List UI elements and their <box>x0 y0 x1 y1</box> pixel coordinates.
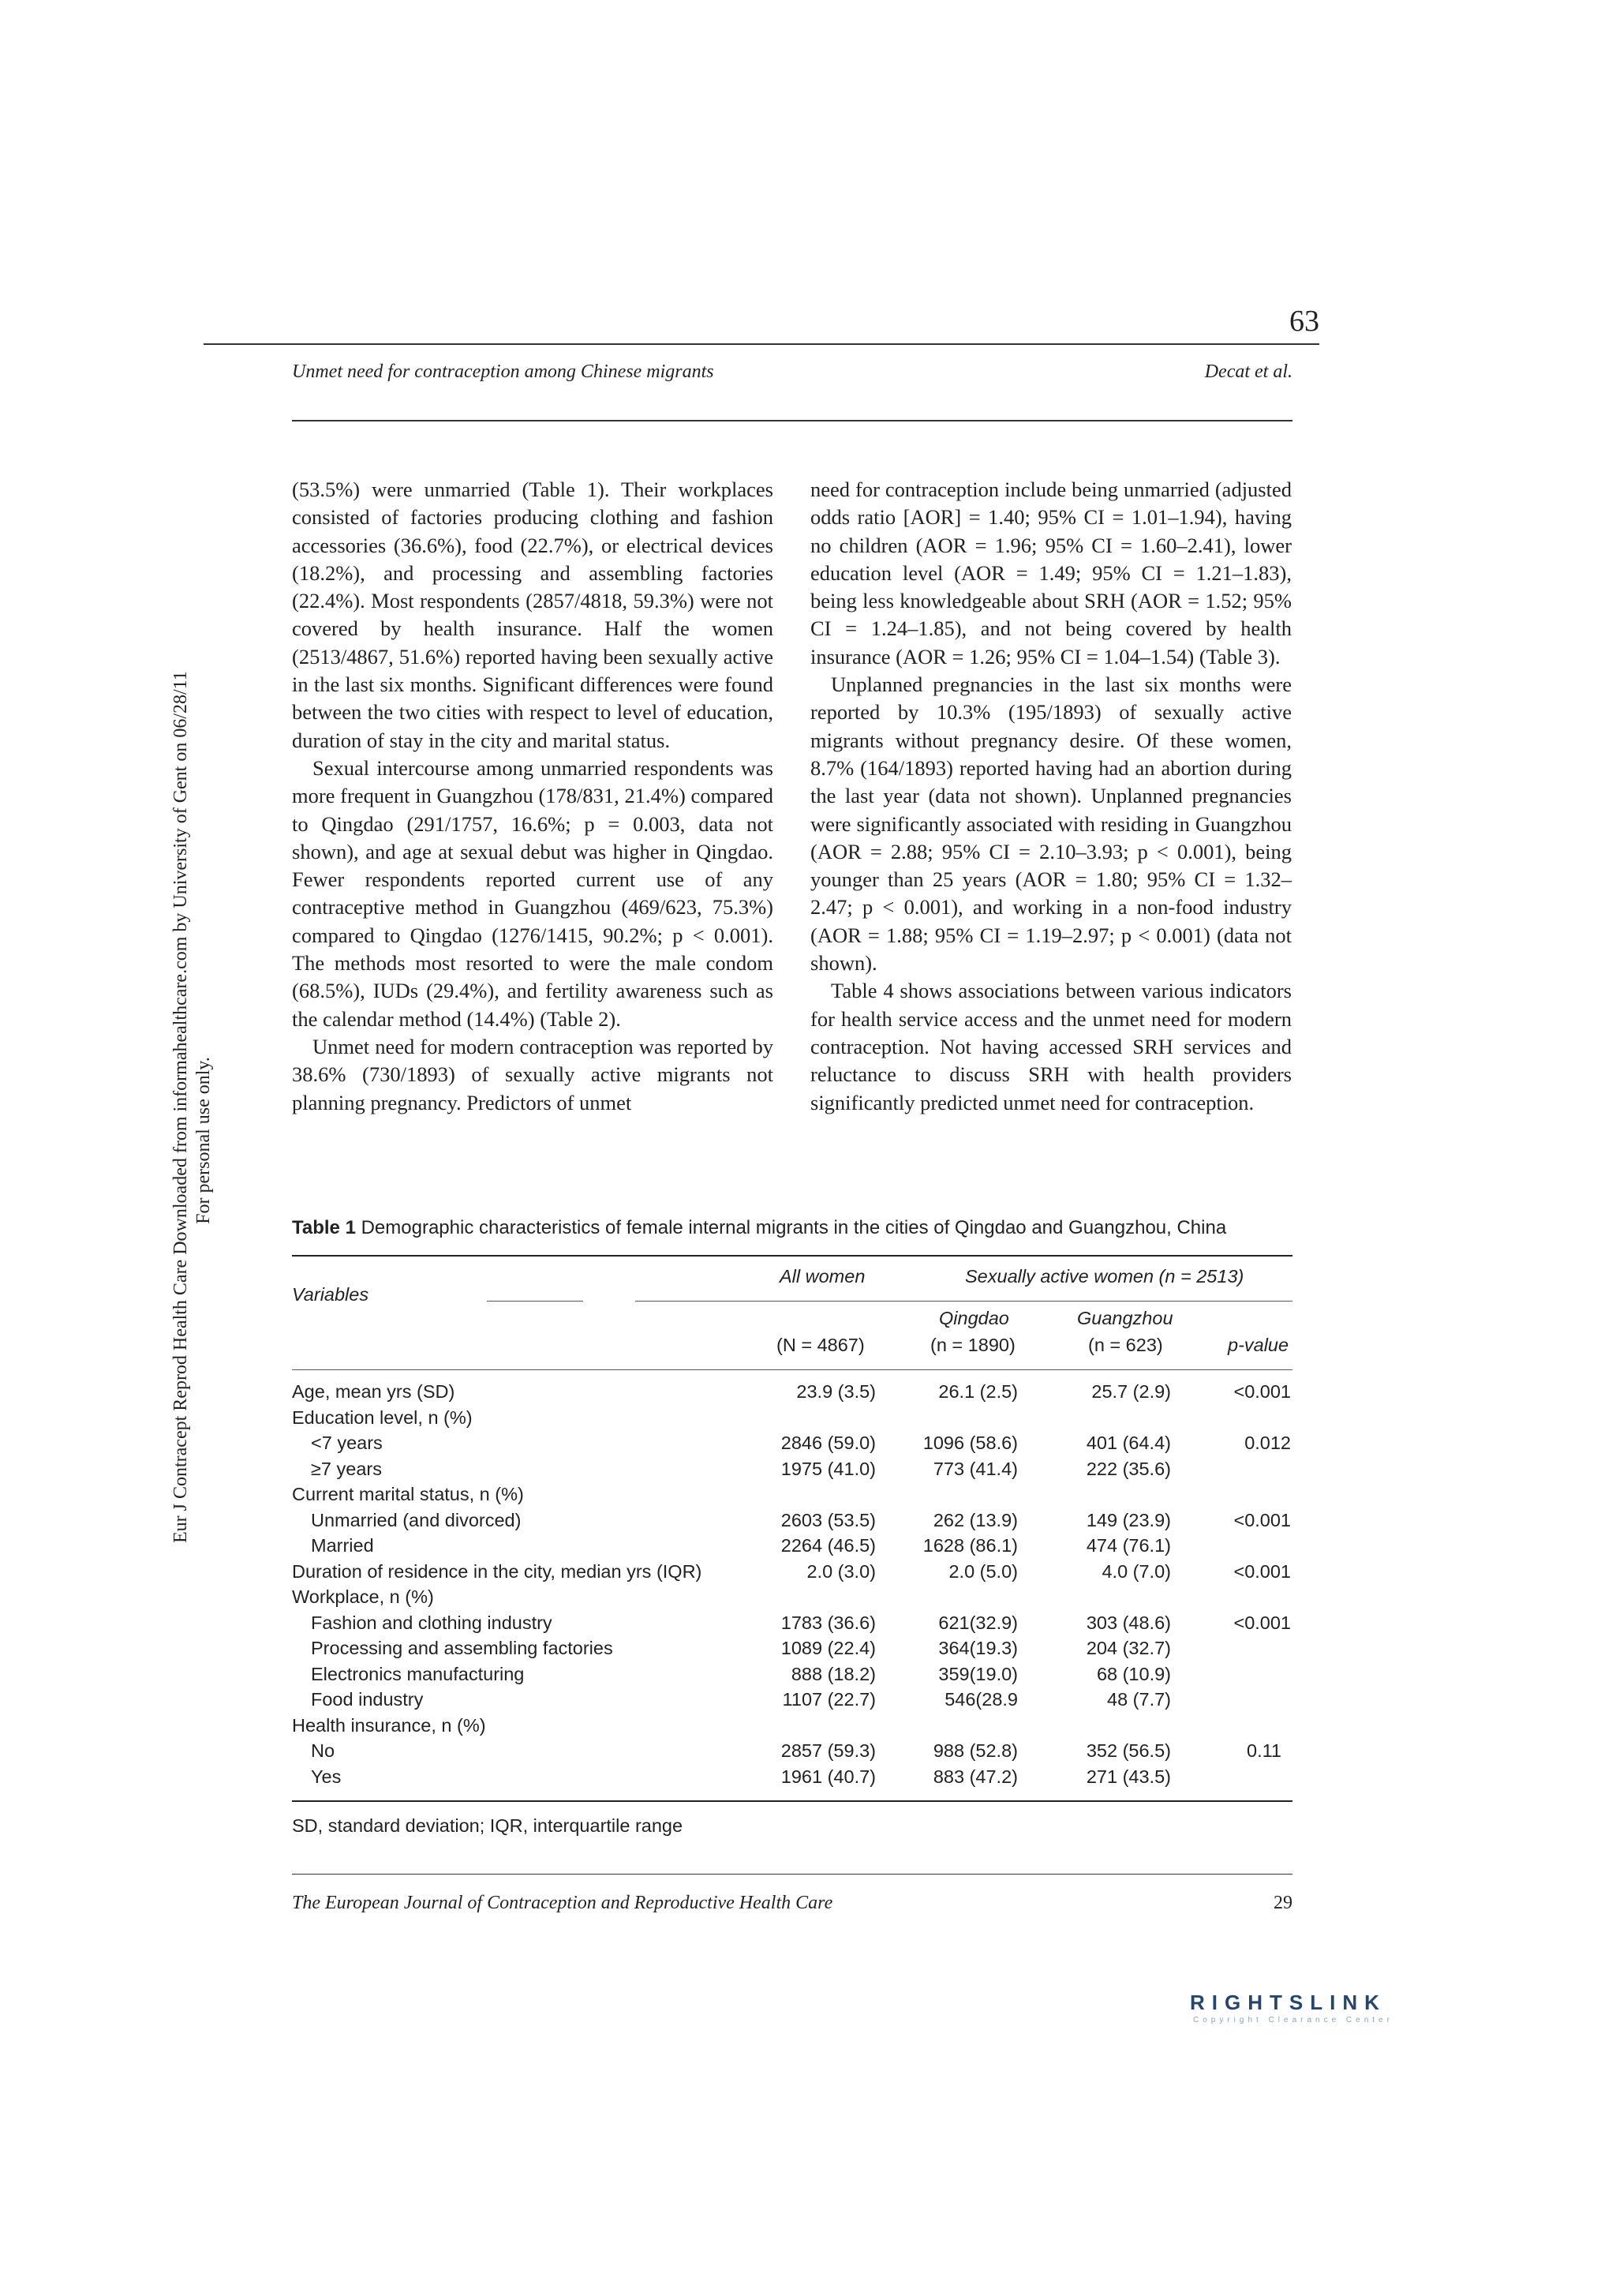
cell-all: 2.0 (3.0) <box>806 1560 876 1582</box>
cell-all: 1961 (40.7) <box>780 1766 876 1787</box>
cell-qingdao: 546(28.9 <box>945 1689 1018 1710</box>
cell-all: 2603 (53.5) <box>780 1509 876 1530</box>
rightslink-logo <box>1190 1991 1427 2038</box>
cell-guangzhou: 352 (56.5) <box>1086 1740 1171 1761</box>
row-label: No <box>311 1740 335 1761</box>
all-women-rule <box>487 1301 583 1302</box>
table-row <box>292 1433 1292 1458</box>
row-label: Current marital status, n (%) <box>292 1484 524 1504</box>
head-rule <box>292 420 1292 421</box>
header-qingdao: Qingdao <box>939 1308 1009 1328</box>
table-row <box>292 1381 1292 1406</box>
cell-guangzhou: 4.0 (7.0) <box>1102 1560 1171 1582</box>
cell-pvalue: 0.012 <box>1244 1433 1291 1453</box>
cell-all: 1975 (41.0) <box>780 1458 876 1479</box>
header-guangzhou: Guangzhou <box>1077 1308 1173 1328</box>
cell-all: 2264 (46.5) <box>780 1535 876 1556</box>
cell-all: 888 (18.2) <box>791 1663 876 1684</box>
row-label: ≥7 years <box>311 1458 382 1479</box>
table-row <box>292 1664 1292 1689</box>
table-caption <box>292 1217 1226 1239</box>
cell-guangzhou: 303 (48.6) <box>1086 1612 1171 1633</box>
body-column-left <box>292 476 773 1117</box>
header-pvalue: p-value <box>1228 1335 1289 1355</box>
running-head-authors: Decat et al. <box>1204 361 1292 382</box>
cell-pvalue: 0.11 <box>1247 1740 1281 1761</box>
running-head-title: Unmet need for contraception among Chinese migrants <box>292 361 714 382</box>
journal-name: The European Journal of Contraception and Reproductive Health Care <box>292 1893 833 1913</box>
row-label: Duration of residence in the city, median yrs (IQR) <box>292 1560 702 1582</box>
row-label: Electronics manufacturing <box>311 1663 525 1684</box>
table-row <box>292 1561 1292 1586</box>
row-label: Health insurance, n (%) <box>292 1714 486 1736</box>
rightslink-logo-subtext: Copyright Clearance Center <box>1193 2016 1393 2024</box>
row-label: Unmarried (and divorced) <box>311 1509 522 1530</box>
table-row <box>292 1535 1292 1560</box>
table-row <box>292 1586 1292 1612</box>
cell-all: 1783 (36.6) <box>780 1612 876 1633</box>
download-watermark-line2: For personal use only. <box>193 1057 214 1224</box>
cell-all: 1107 (22.7) <box>782 1689 876 1710</box>
table-header-rule <box>292 1369 1292 1370</box>
header-n-qingdao: (n = 1890) <box>930 1335 1016 1355</box>
cell-pvalue: <0.001 <box>1233 1612 1291 1633</box>
cell-all: 1089 (22.4) <box>780 1638 876 1658</box>
cell-qingdao: 773 (41.4) <box>933 1458 1018 1479</box>
table-row <box>292 1689 1292 1714</box>
row-label: Age, mean yrs (SD) <box>292 1381 455 1402</box>
cell-guangzhou: 68 (10.9) <box>1096 1663 1171 1684</box>
cell-qingdao: 883 (47.2) <box>933 1766 1018 1787</box>
cell-qingdao: 262 (13.9) <box>933 1509 1018 1530</box>
header-sexually-active: Sexually active women (n = 2513) <box>965 1266 1244 1287</box>
cell-guangzhou: 222 (35.6) <box>1086 1458 1171 1479</box>
cell-guangzhou: 149 (23.9) <box>1086 1509 1171 1530</box>
paragraph: Sexual intercourse among unmarried respondents was more frequent in Guangzhou (178/831, 21.4%) compared to Qingdao (291/1757, 16.6%; p = 0.003, data not shown), and age at sexual debut was higher in Qingdao. Fewer respondents reported current use of any contraceptive method in Guangzhou (469/623, 75.3%) compared to Qingdao (1276/1415, 90.2%; p < 0.001). The methods most resorted to were the male condom (68.5%), IUDs (29.4%), and fertility awareness such as the calendar method (14.4%) (Table 2). <box>292 755 773 1031</box>
row-label: Married <box>311 1535 374 1556</box>
row-label: <7 years <box>311 1433 383 1453</box>
cell-guangzhou: 48 (7.7) <box>1107 1689 1171 1710</box>
table-row <box>292 1510 1292 1535</box>
download-watermark-line1: Eur J Contracept Reprod Health Care Downloaded from informahealthcare.com by University of Gent on 06/28/11 <box>170 671 191 1543</box>
download-watermark <box>170 671 215 1543</box>
cell-qingdao: 621(32.9) <box>938 1612 1018 1633</box>
rightslink-logo-text: RIGHTSLINK <box>1190 1991 1386 2014</box>
cell-all: 2846 (59.0) <box>780 1433 876 1453</box>
table-row <box>292 1715 1292 1740</box>
table-row <box>292 1740 1292 1766</box>
cell-qingdao: 359(19.0) <box>938 1663 1018 1684</box>
cell-qingdao: 2.0 (5.0) <box>948 1560 1018 1582</box>
cell-pvalue: <0.001 <box>1233 1509 1291 1530</box>
row-label: Processing and assembling factories <box>311 1638 613 1658</box>
body-column-right <box>810 476 1292 1117</box>
header-n-guangzhou: (n = 623) <box>1088 1335 1163 1355</box>
journal-page: 29 <box>1274 1893 1292 1913</box>
table-caption-text: Demographic characteristics of female internal migrants in the cities of Qingdao and Guangzhou, China <box>361 1217 1227 1238</box>
cell-qingdao: 988 (52.8) <box>933 1740 1018 1761</box>
paragraph: Unmet need for modern contraception was reported by 38.6% (730/1893) of sexually active migrants not planning pregnancy. Predictors of unmet <box>292 1034 773 1114</box>
page-number: 63 <box>1289 305 1319 338</box>
paragraph: need for contraception include being unmarried (adjusted odds ratio [AOR] = 1.40; 95% CI = 1.01–1.94), having no children (AOR = 1.96; 95% CI = 1.60–2.41), lower education level (AOR = 1.49; 95% CI = 1.21–1.83), being less knowledgeable about SRH (AOR = 1.52; 95% CI = 1.24–1.85), and not being covered by health insurance (AOR = 1.26; 95% CI = 1.04–1.54) (Table 3). <box>810 478 1292 669</box>
cell-guangzhou: 25.7 (2.9) <box>1091 1381 1171 1402</box>
row-label: Fashion and clothing industry <box>311 1612 552 1633</box>
cell-pvalue: <0.001 <box>1233 1381 1291 1402</box>
header-n-all: (N = 4867) <box>776 1335 865 1355</box>
cell-qingdao: 1096 (58.6) <box>922 1433 1018 1453</box>
sexually-active-rule <box>635 1301 1292 1302</box>
cell-pvalue: <0.001 <box>1233 1560 1291 1582</box>
journal-footer <box>292 1893 1292 1914</box>
paragraph: (53.5%) were unmarried (Table 1). Their workplaces consisted of factories producing clothing and fashion accessories (36.6%), food (22.7%), or electrical devices (18.2%), and processing and assembling factories (22.4%). Most respondents (2857/4818, 59.3%) were not covered by health insurance. Half the women (2513/4867, 51.6%) reported having been sexually active in the last six months. Significant differences were found between the two cities with respect to level of education, duration of stay in the city and marital status. <box>292 478 773 752</box>
table-row <box>292 1484 1292 1509</box>
footer-rule <box>292 1874 1292 1875</box>
table-bottom-rule <box>292 1800 1292 1802</box>
cell-guangzhou: 474 (76.1) <box>1086 1535 1171 1556</box>
table-row <box>292 1766 1292 1792</box>
cell-all: 2857 (59.3) <box>780 1740 876 1761</box>
cell-qingdao: 364(19.3) <box>938 1638 1018 1658</box>
table-row <box>292 1612 1292 1638</box>
table-footnote: SD, standard deviation; IQR, interquartile range <box>292 1815 683 1836</box>
table-label: Table 1 <box>292 1217 356 1238</box>
cell-guangzhou: 271 (43.5) <box>1086 1766 1171 1787</box>
top-rule <box>204 343 1319 345</box>
table-row <box>292 1407 1292 1433</box>
header-variables: Variables <box>292 1284 369 1305</box>
cell-qingdao: 1628 (86.1) <box>922 1535 1018 1556</box>
row-label: Workplace, n (%) <box>292 1586 434 1607</box>
cell-guangzhou: 204 (32.7) <box>1086 1638 1171 1658</box>
row-label: Yes <box>311 1766 342 1787</box>
running-head <box>292 361 1292 383</box>
row-label: Food industry <box>311 1689 424 1710</box>
paragraph: Table 4 shows associations between various indicators for health service access and the unmet need for modern contraception. Not having accessed SRH services and reluctance to discuss SRH with health providers significantly predicted unmet need for contraception. <box>810 979 1292 1114</box>
table-top-rule <box>292 1255 1292 1257</box>
header-all-women: All women <box>780 1266 866 1287</box>
cell-all: 23.9 (3.5) <box>796 1381 876 1402</box>
cell-qingdao: 26.1 (2.5) <box>938 1381 1018 1402</box>
table-row <box>292 1638 1292 1663</box>
row-label: Education level, n (%) <box>292 1406 473 1428</box>
table-row <box>292 1459 1292 1484</box>
paragraph: Unplanned pregnancies in the last six months were reported by 10.3% (195/1893) of sexually active migrants without pregnancy desire. Of these women, 8.7% (164/1893) reported having had an abortion during the last year (data not shown). Unplanned pregnancies were significantly associated with residing in Guangzhou (AOR = 2.88; 95% CI = 2.10–3.93; p < 0.001), being younger than 25 years (AOR = 1.80; 95% CI = 1.32–2.47; p < 0.001), and working in a non-food industry (AOR = 1.88; 95% CI = 1.19–2.97; p < 0.001) (data not shown). <box>810 672 1292 976</box>
cell-guangzhou: 401 (64.4) <box>1086 1433 1171 1453</box>
